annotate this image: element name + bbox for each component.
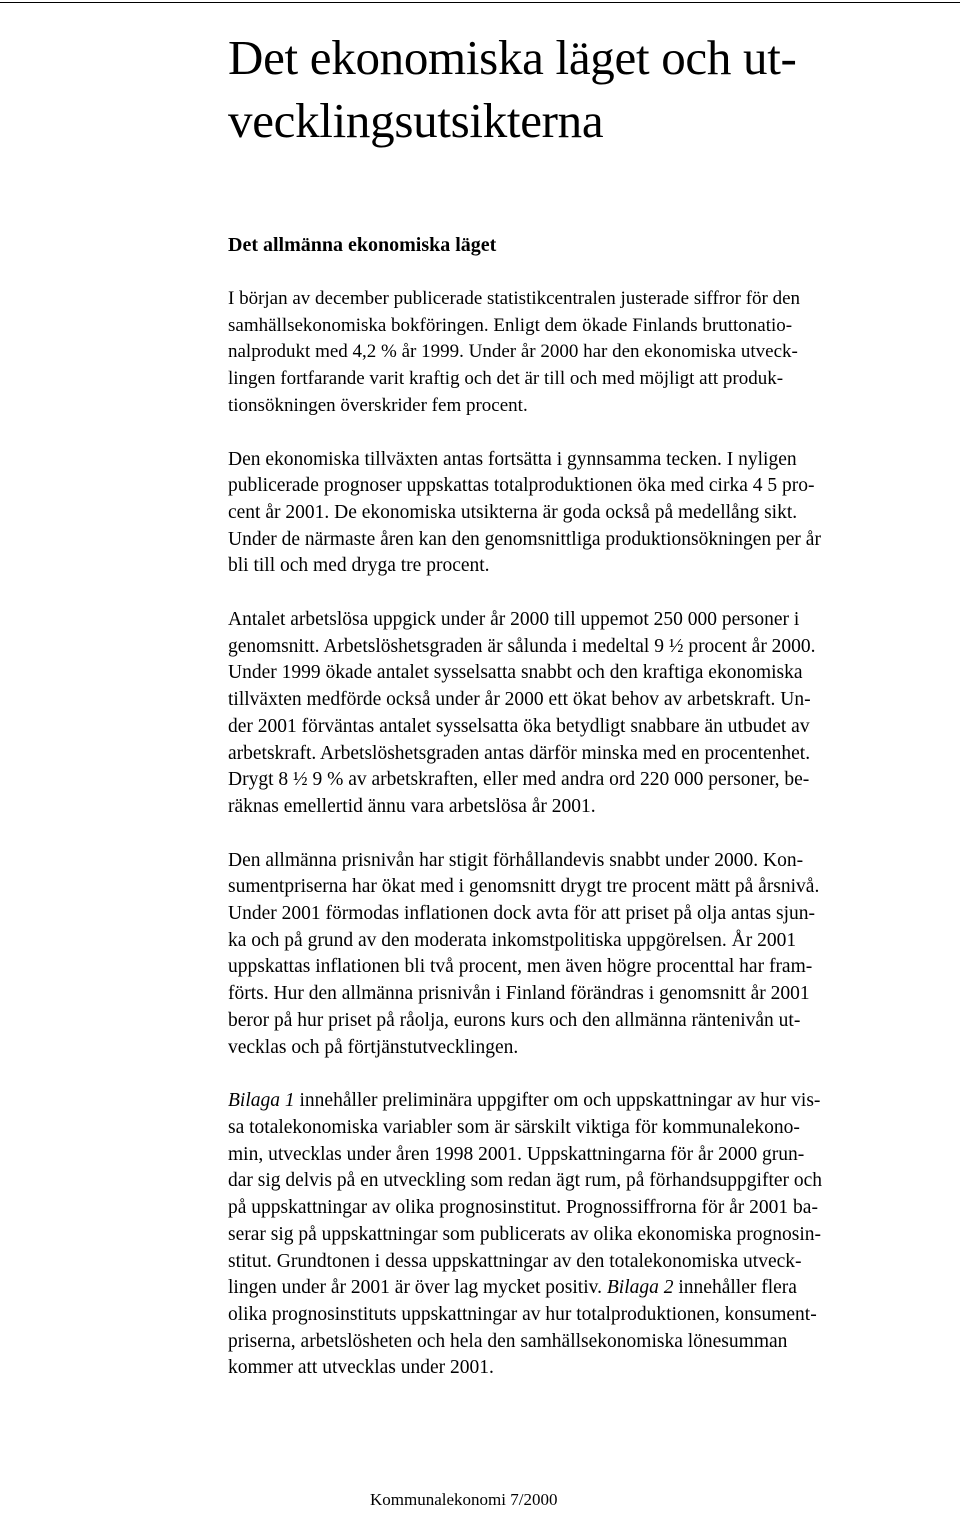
text-line: lingen fortfarande varit kraftig och det är till och med möjligt att produk- [228, 368, 784, 390]
text-line: cent år 2001. De ekonomiska utsikterna är goda också på medellång sikt. [228, 501, 798, 523]
text-line [228, 1275, 934, 1302]
text-line: Under de närmaste åren kan den genomsnittliga produktionsökningen per år [228, 528, 821, 550]
page-title [228, 26, 934, 152]
text-line: I början av december publicerade statistikcentralen justerade siffror för den [228, 288, 801, 309]
bilaga-2-reference: Bilaga 2 [606, 1277, 674, 1299]
bilaga-1-reference: Bilaga 1 [228, 1090, 295, 1112]
text-line: genomsnitt. Arbetslöshetsgraden är sålunda i medeltal 9 ½ procent år 2000. [228, 635, 816, 657]
text-line: Den ekonomiska tillväxten antas fortsätta i gynnsamma tecken. I nyligen [228, 448, 797, 470]
paragraph-4 [228, 848, 934, 1062]
paragraph-5 [228, 1088, 934, 1382]
body-text [228, 286, 934, 1409]
text-line: arbetskraft. Arbetslöshetsgraden antas därför minska med en procentenhet. [228, 742, 811, 764]
paragraph-2 [228, 447, 934, 581]
section-heading: Det allmänna ekonomiska läget [228, 234, 497, 256]
text-line: Antalet arbetslösa uppgick under år 2000 till uppemot 250 000 personer i [228, 609, 800, 631]
text-line: Under 2001 förmodas inflationen dock avta för att priset på olja antas sjun- [228, 903, 815, 925]
title-line-2: vecklingsutsikterna [228, 93, 604, 148]
text-line: sumentpriserna har ökat med i genomsnitt drygt tre procent mätt på årsnivå. [228, 876, 820, 898]
text-line: förts. Hur den allmänna prisnivån i Finland förändras i genomsnitt år 2001 [228, 983, 810, 1005]
text-line: nalprodukt med 4,2 % år 1999. Under år 2000 har den ekonomiska utveck- [228, 341, 798, 363]
text-line: serar sig på uppskattningar som publicerats av olika ekonomiska prognosin- [228, 1223, 821, 1245]
text-line: publicerade prognoser uppskattas totalproduktionen öka med cirka 4 5 pro- [228, 475, 815, 497]
page-content [228, 26, 934, 1379]
text-line: beror på hur priset på råolja, eurons kurs och den allmänna räntenivån ut- [228, 1009, 801, 1031]
text-line: Under 1999 ökade antalet sysselsatta snabbt och den kraftiga ekonomiska [228, 662, 803, 684]
text-line: bli till och med dryga tre procent. [228, 555, 490, 577]
text-line: räknas emellertid ännu vara arbetslösa år 2001. [228, 795, 596, 817]
top-rule [0, 2, 960, 3]
text-line: på uppskattningar av olika prognosinstitut. Prognossiffrorna för år 2001 ba- [228, 1197, 818, 1219]
paragraph-3 [228, 607, 934, 821]
text-line: tionsökningen överskrider fem procent. [228, 394, 528, 416]
text-line: kommer att utvecklas under 2001. [228, 1357, 494, 1379]
text-line: samhällsekonomiska bokföringen. Enligt dem ökade Finlands bruttonatio- [228, 314, 793, 336]
text-line: uppskattas inflationen bli två procent, men även högre procenttal har fram- [228, 956, 813, 978]
title-line-1: Det ekonomiska läget och ut- [228, 30, 797, 85]
text-line: ka och på grund av den moderata inkomstpolitiska uppgörelsen. År 2001 [228, 929, 797, 951]
text-line: Drygt 8 ½ 9 % av arbetskraften, eller med andra ord 220 000 personer, be- [228, 769, 810, 791]
text-line [228, 1088, 934, 1115]
text-line: stitut. Grundtonen i dessa uppskattningar av den totalekonomiska utveck- [228, 1250, 802, 1272]
text-line: olika prognosinstituts uppskattningar av hur totalproduktionen, konsument- [228, 1303, 817, 1325]
text-line: Den allmänna prisnivån har stigit förhållandevis snabbt under 2000. Kon- [228, 849, 804, 871]
text-line: der 2001 förväntas antalet sysselsatta öka betydligt snabbare än utbudet av [228, 715, 810, 737]
text-line: dar sig delvis på en utveckling som redan ägt rum, på förhandsuppgifter och [228, 1170, 823, 1192]
text-fragment: lingen under år 2001 är över lag mycket positiv. [228, 1277, 607, 1299]
page-footer: Kommunalekonomi 7/2000 [370, 1490, 558, 1509]
text-line: vecklas och på förtjänstutvecklingen. [228, 1036, 519, 1058]
text-line: min, utvecklas under åren 1998 2001. Uppskattningarna för år 2000 grun- [228, 1143, 805, 1165]
text-fragment: innehåller flera [673, 1277, 797, 1299]
text-fragment: innehåller preliminära uppgifter om och uppskattningar av hur vis- [294, 1090, 821, 1112]
text-line: priserna, arbetslösheten och hela den samhällsekonomiska lönesumman [228, 1330, 788, 1352]
paragraph-1 [228, 286, 934, 420]
text-line: sa totalekonomiska variabler som är särskilt viktiga för kommunalekono- [228, 1116, 800, 1138]
text-line: tillväxten medförde också under år 2000 ett ökat behov av arbetskraft. Un- [228, 689, 811, 711]
